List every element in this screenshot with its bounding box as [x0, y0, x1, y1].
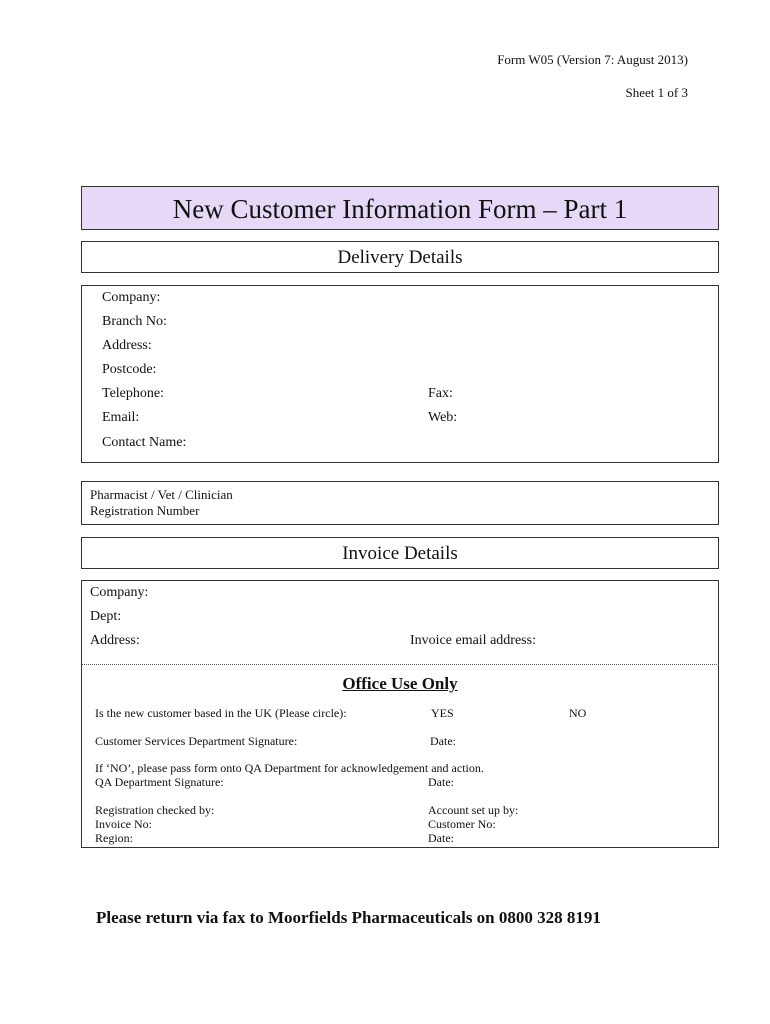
invoice-address-label: Address: — [90, 633, 140, 648]
form-reference: Form W05 (Version 7: August 2013) — [497, 52, 688, 67]
qa-date-label: Date: — [428, 775, 454, 789]
account-date-label: Date: — [428, 831, 454, 845]
invoice-company-label: Company: — [90, 585, 149, 600]
registration-checked-label: Registration checked by: — [95, 803, 215, 817]
registration-label-line1: Pharmacist / Vet / Clinician — [90, 487, 233, 502]
sheet-number: Sheet 1 of 3 — [625, 85, 688, 100]
account-setup-label: Account set up by: — [428, 803, 519, 817]
delivery-email-label: Email: — [102, 410, 140, 425]
office-use-heading: Office Use Only — [342, 674, 458, 693]
no-option: NO — [569, 706, 587, 720]
delivery-company-label: Company: — [102, 290, 161, 305]
yes-option: YES — [431, 706, 454, 720]
cs-signature-label: Customer Services Department Signature: — [95, 734, 298, 748]
form-title: New Customer Information Form – Part 1 — [81, 186, 719, 230]
return-instructions: Please return via fax to Moorfields Pharmaceuticals on 0800 328 8191 — [96, 908, 601, 927]
delivery-contact-label: Contact Name: — [102, 435, 187, 450]
delivery-address-label: Address: — [102, 338, 152, 353]
qa-signature-label: QA Department Signature: — [95, 775, 224, 789]
invoice-details-heading: Invoice Details — [81, 537, 719, 569]
delivery-details-heading: Delivery Details — [81, 241, 719, 273]
delivery-telephone-label: Telephone: — [102, 386, 164, 401]
section-divider — [82, 664, 719, 665]
customer-no-label: Customer No: — [428, 817, 496, 831]
delivery-branch-label: Branch No: — [102, 314, 167, 329]
invoice-no-label: Invoice No: — [95, 817, 152, 831]
region-label: Region: — [95, 831, 133, 845]
uk-question-label: Is the new customer based in the UK (Please circle): — [95, 706, 347, 720]
delivery-fax-label: Fax: — [428, 386, 453, 401]
registration-label-line2: Registration Number — [90, 503, 200, 518]
delivery-postcode-label: Postcode: — [102, 362, 157, 377]
no-instruction-text: If ‘NO’, please pass form onto QA Department for acknowledgement and action. — [95, 761, 484, 775]
invoice-dept-label: Dept: — [90, 609, 122, 624]
delivery-web-label: Web: — [428, 410, 458, 425]
invoice-email-label: Invoice email address: — [410, 633, 536, 648]
cs-date-label: Date: — [430, 734, 456, 748]
